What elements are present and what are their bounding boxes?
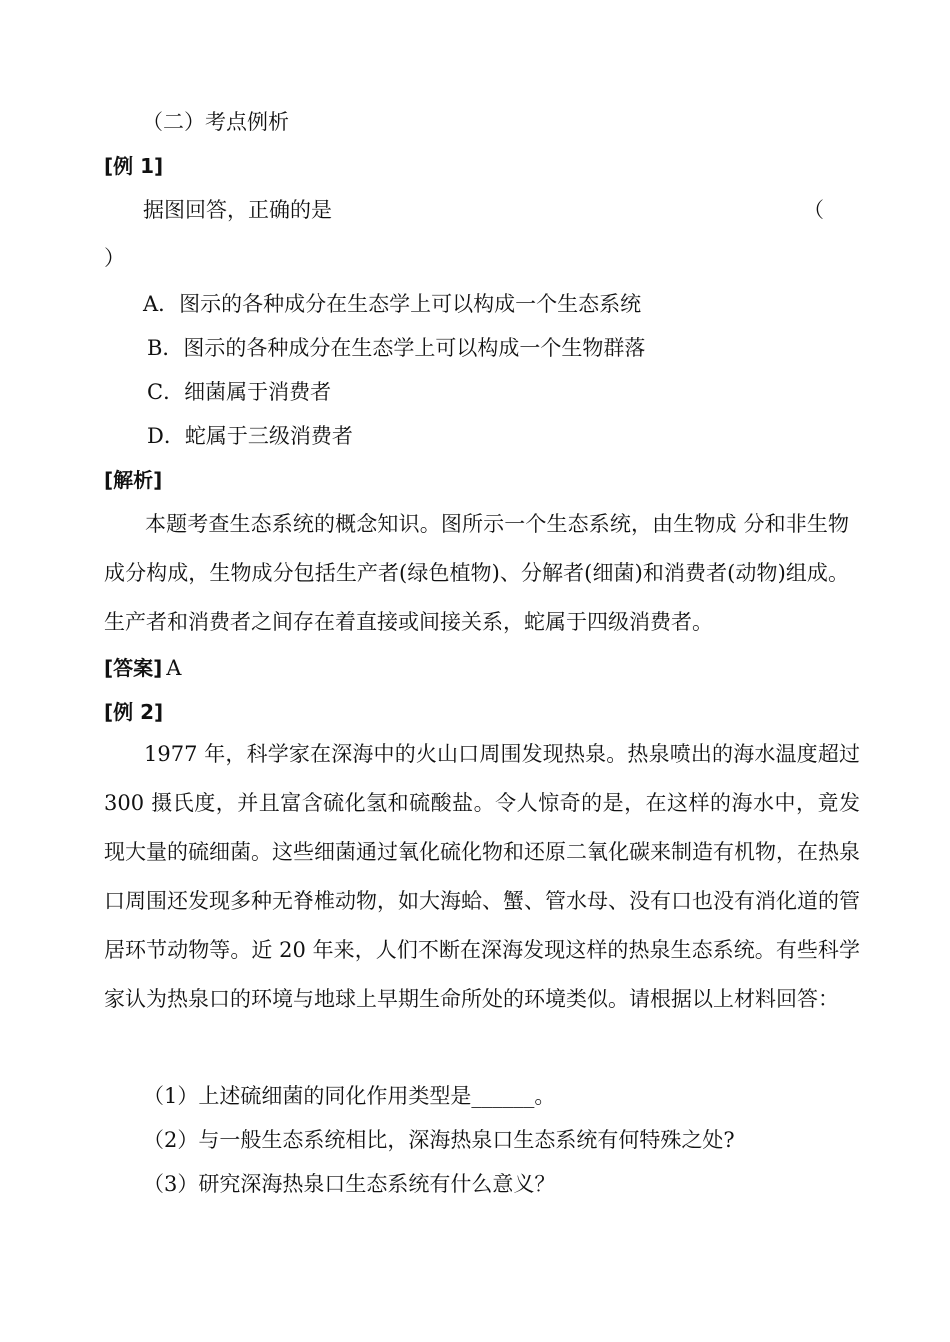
example-2-label: [例 2] (104, 700, 164, 724)
example-2-text: 1977 年，科学家在深海中的火山口周围发现热泉。热泉喷出的海水温度超过 300 摄氏度，并且富含硫化氢和硫酸盐。令人惊奇的是，在这样的海水中，竟发现大量的硫细菌。这些细菌通过氧化硫化物和还原二氧化碳来制造有机物，在热泉口周围还发现多种无脊椎动物，如大海蛤、蟹、管水母、没有口也没有消化道的管居环节动物等。近 20 年来，人们不断在深海发现这样的热泉生态系统。有些科学家认为热泉口的环境与地球上早期生命所处的环境类似。请根据以上材料回答： (104, 742, 860, 1011)
example-1-stem: 据图回答，正确的是 (143, 198, 332, 222)
question-1: （1）上述硫细菌的同化作用类型是______。 (143, 1084, 556, 1108)
answer-line (104, 654, 181, 682)
option-a: A．图示的各种成分在生态学上可以构成一个生态系统 (143, 292, 642, 316)
example-1-paren-open: （ (803, 198, 824, 222)
analysis-label: [解析] (104, 468, 163, 492)
question-2: （2）与一般生态系统相比，深海热泉口生态系统有何特殊之处? (143, 1128, 735, 1152)
section-title: （二）考点例析 (142, 110, 289, 134)
option-d: D．蛇属于三级消费者 (147, 424, 353, 448)
question-3: （3）研究深海热泉口生态系统有什么意义？ (143, 1172, 556, 1196)
option-b: B．图示的各种成分在生态学上可以构成一个生物群落 (147, 336, 646, 360)
answer-label: [答案] (104, 656, 163, 680)
example-1-label: [例 1] (104, 154, 164, 178)
option-c: C．细菌属于消费者 (147, 380, 332, 404)
analysis-text: 本题考查生态系统的概念知识。图所示一个生态系统，由生物成 分和非生物成分构成，生物成分包括生产者(绿色植物)、分解者(细菌)和消费者(动物)组成。生产者和消费者之间存在着直接或间接关系，蛇属于四级消费者。 (104, 512, 849, 634)
answer-value: A (166, 656, 182, 680)
example-1-paren-close: ） (104, 246, 125, 270)
